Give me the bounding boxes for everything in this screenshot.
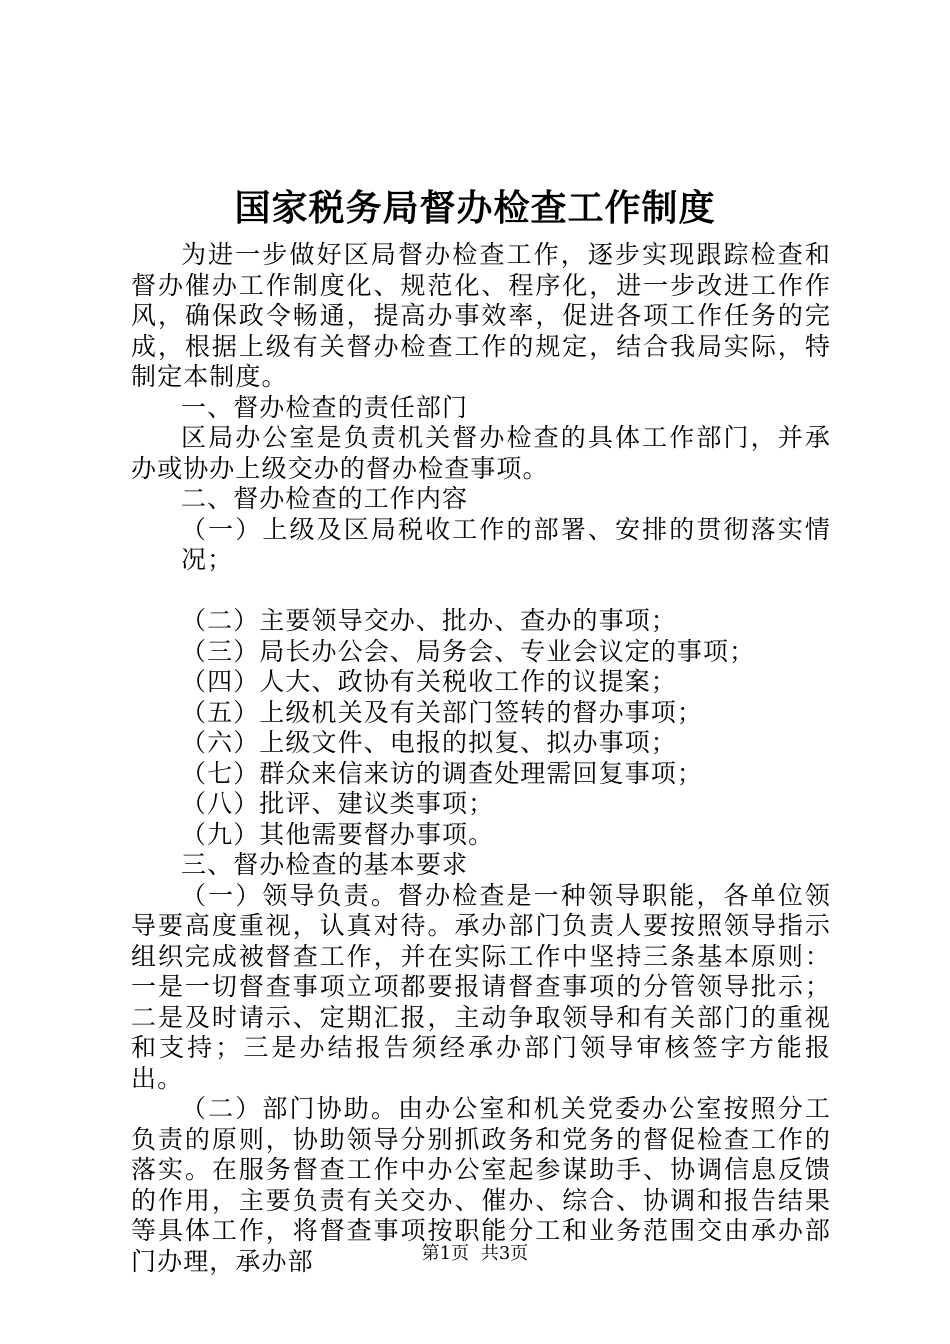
list-item: （六）上级文件、电报的拟复、拟办事项；: [181, 728, 677, 757]
section-3-heading: 三、督办检查的基本要求: [181, 850, 469, 879]
intro-paragraph: 为进一步做好区局督办检查工作，逐步实现跟踪检查和督办催办工作制度化、规范化、程序化，进一步改进工作作风，确保政令畅通，提高办事效率，促进各项工作任务的完成，根据上级有关督办检查工作的规定，结合我局实际，特制定本制度。: [131, 240, 831, 391]
list-item: （九）其他需要督办事项。: [181, 819, 495, 849]
page-footer: [0, 1243, 950, 1265]
list-item: （四）人大、政协有关税收工作的议提案；: [181, 667, 677, 696]
list-item: （一）上级及区局税收工作的部署、安排的贯彻落实情况；: [181, 514, 831, 574]
list-item: （二）主要领导交办、批办、查办的事项；: [181, 606, 677, 635]
page-total: 共3页: [480, 1243, 529, 1264]
section-1-paragraph: 区局办公室是负责机关督办检查的具体工作部门，并承办或协办上级交办的督办检查事项。: [131, 423, 831, 483]
list-item: （五）上级机关及有关部门签转的督办事项；: [181, 697, 704, 727]
document-title: 国家税务局督办检查工作制度: [234, 187, 716, 229]
list-item: （三）局长办公会、局务会、专业会议定的事项；: [181, 636, 756, 666]
section-3-paragraph-2: （二）部门协助。由办公室和机关党委办公室按照分工负责的原则，协助领导分别抓政务和党务的督促检查工作的落实。在服务督查工作中办公室起参谋助手、协调信息反馈的作用，主要负责有关交办、催办、综合、协调和报告结果等具体工作，将督查事项按职能分工和业务范围交由承办部门办理，承办部: [131, 1094, 831, 1276]
list-item: （八）批评、建议类事项；: [181, 789, 495, 818]
section-1-heading: 一、督办检查的责任部门: [181, 392, 469, 422]
list-item: （七）群众来信来访的调查处理需回复事项；: [181, 758, 704, 788]
section-3-paragraph-1: （一）领导负责。督办检查是一种领导职能，各单位领导要高度重视，认真对待。承办部门负责人要按照领导指示组织完成被督查工作，并在实际工作中坚持三条基本原则：一是一切督查事项立项都要报请督查事项的分管领导批示；二是及时请示、定期汇报，主动争取领导和有关部门的重视和支持；三是办结报告须经承办部门领导审核签字方能报出。: [131, 880, 831, 1093]
document-body: [131, 240, 831, 1277]
page-number: 第1页: [421, 1243, 470, 1264]
section-2-heading: 二、督办检查的工作内容: [181, 484, 469, 513]
